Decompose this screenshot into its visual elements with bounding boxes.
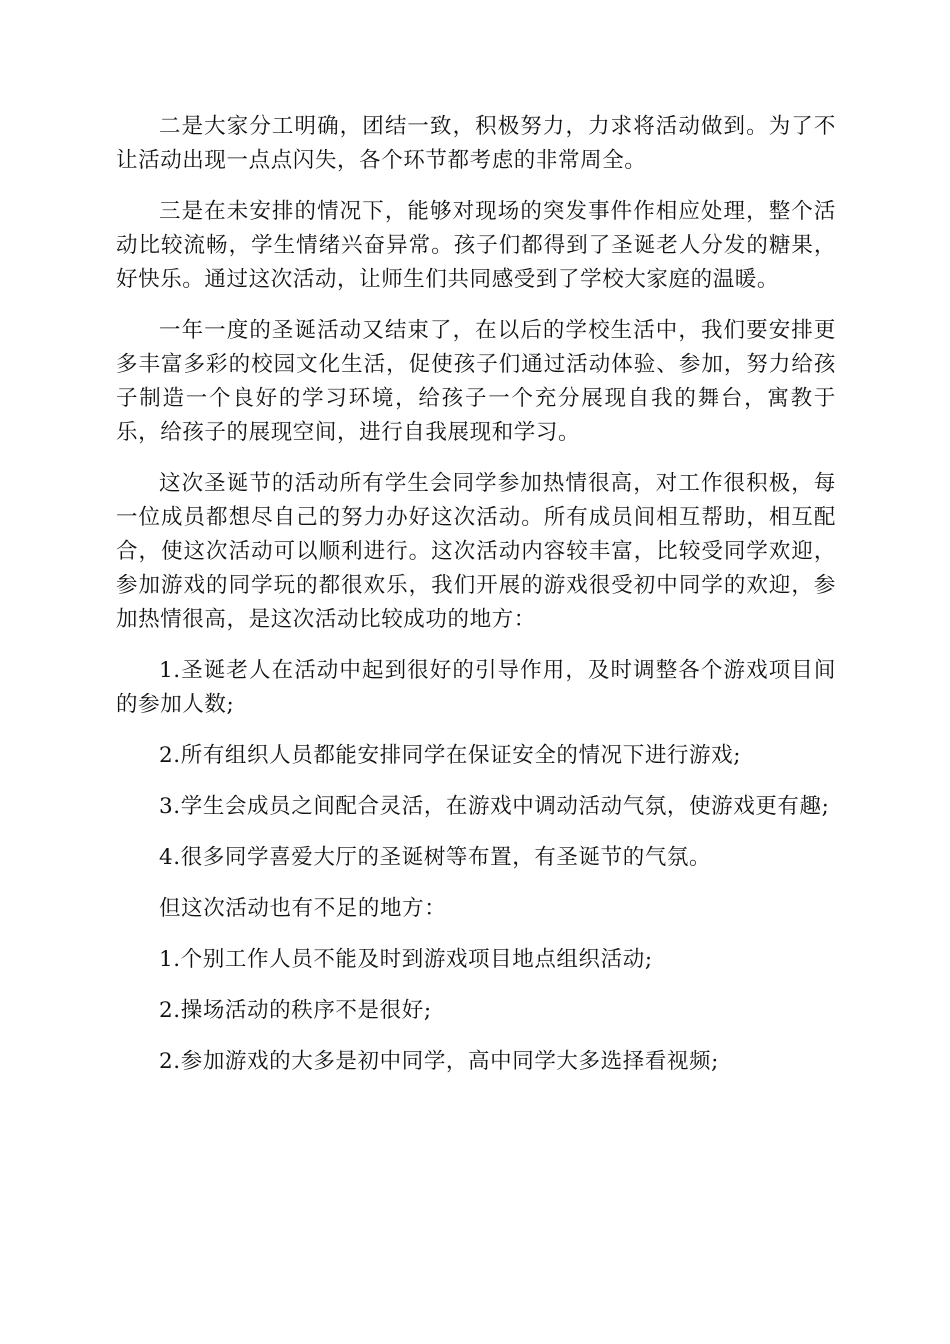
paragraph-3: 一年一度的圣诞活动又结束了，在以后的学校生活中，我们要安排更多丰富多彩的校园文化生活，促使孩子们通过活动体验、参加，努力给孩子制造一个良好的学习环境，给孩子一个充分展现自我的舞台，寓教于乐，给孩子的展现空间，进行自我展现和学习。 — [116, 318, 836, 445]
shortcomings-heading: 但这次活动也有不足的地方： — [159, 896, 447, 921]
success-item-1: 1.圣诞老人在活动中起到很好的引导作用，及时调整各个游戏项目间的参加人数; — [116, 658, 836, 717]
shortcoming-item-2: 2.操场活动的秩序不是很好; — [159, 998, 432, 1023]
success-item-2: 2.所有组织人员都能安排同学在保证安全的情况下进行游戏; — [159, 743, 742, 768]
shortcoming-item-1: 1.个别工作人员不能及时到游戏项目地点组织活动; — [159, 947, 653, 972]
paragraph-1: 二是大家分工明确，团结一致，积极努力，力求将活动做到。为了不让活动出现一点点闪失，各个环节都考虑的非常周全。 — [116, 114, 836, 173]
paragraph-2: 三是在未安排的情况下，能够对现场的突发事件作相应处理，整个活动比较流畅，学生情绪兴奋异常。孩子们都得到了圣诞老人分发的糖果，好快乐。通过这次活动，让师生们共同感受到了学校大家庭的温暖。 — [116, 199, 836, 292]
success-item-4: 4.很多同学喜爱大厅的圣诞树等布置，有圣诞节的气氛。 — [159, 845, 712, 870]
document-page — [116, 110, 836, 1096]
shortcoming-item-3: 2.参加游戏的大多是初中同学，高中同学大多选择看视频; — [159, 1049, 719, 1074]
paragraph-4: 这次圣诞节的活动所有学生会同学参加热情很高，对工作很积极，每一位成员都想尽自己的努力办好这次活动。所有成员间相互帮助，相互配合，使这次活动可以顺利进行。这次活动内容较丰富，比较受同学欢迎，参加游戏的同学玩的都很欢乐，我们开展的游戏很受初中同学的欢迎，参加热情很高，是这次活动比较成功的地方： — [116, 471, 836, 632]
success-item-3: 3.学生会成员之间配合灵活，在游戏中调动活动气氛，使游戏更有趣; — [159, 794, 830, 819]
